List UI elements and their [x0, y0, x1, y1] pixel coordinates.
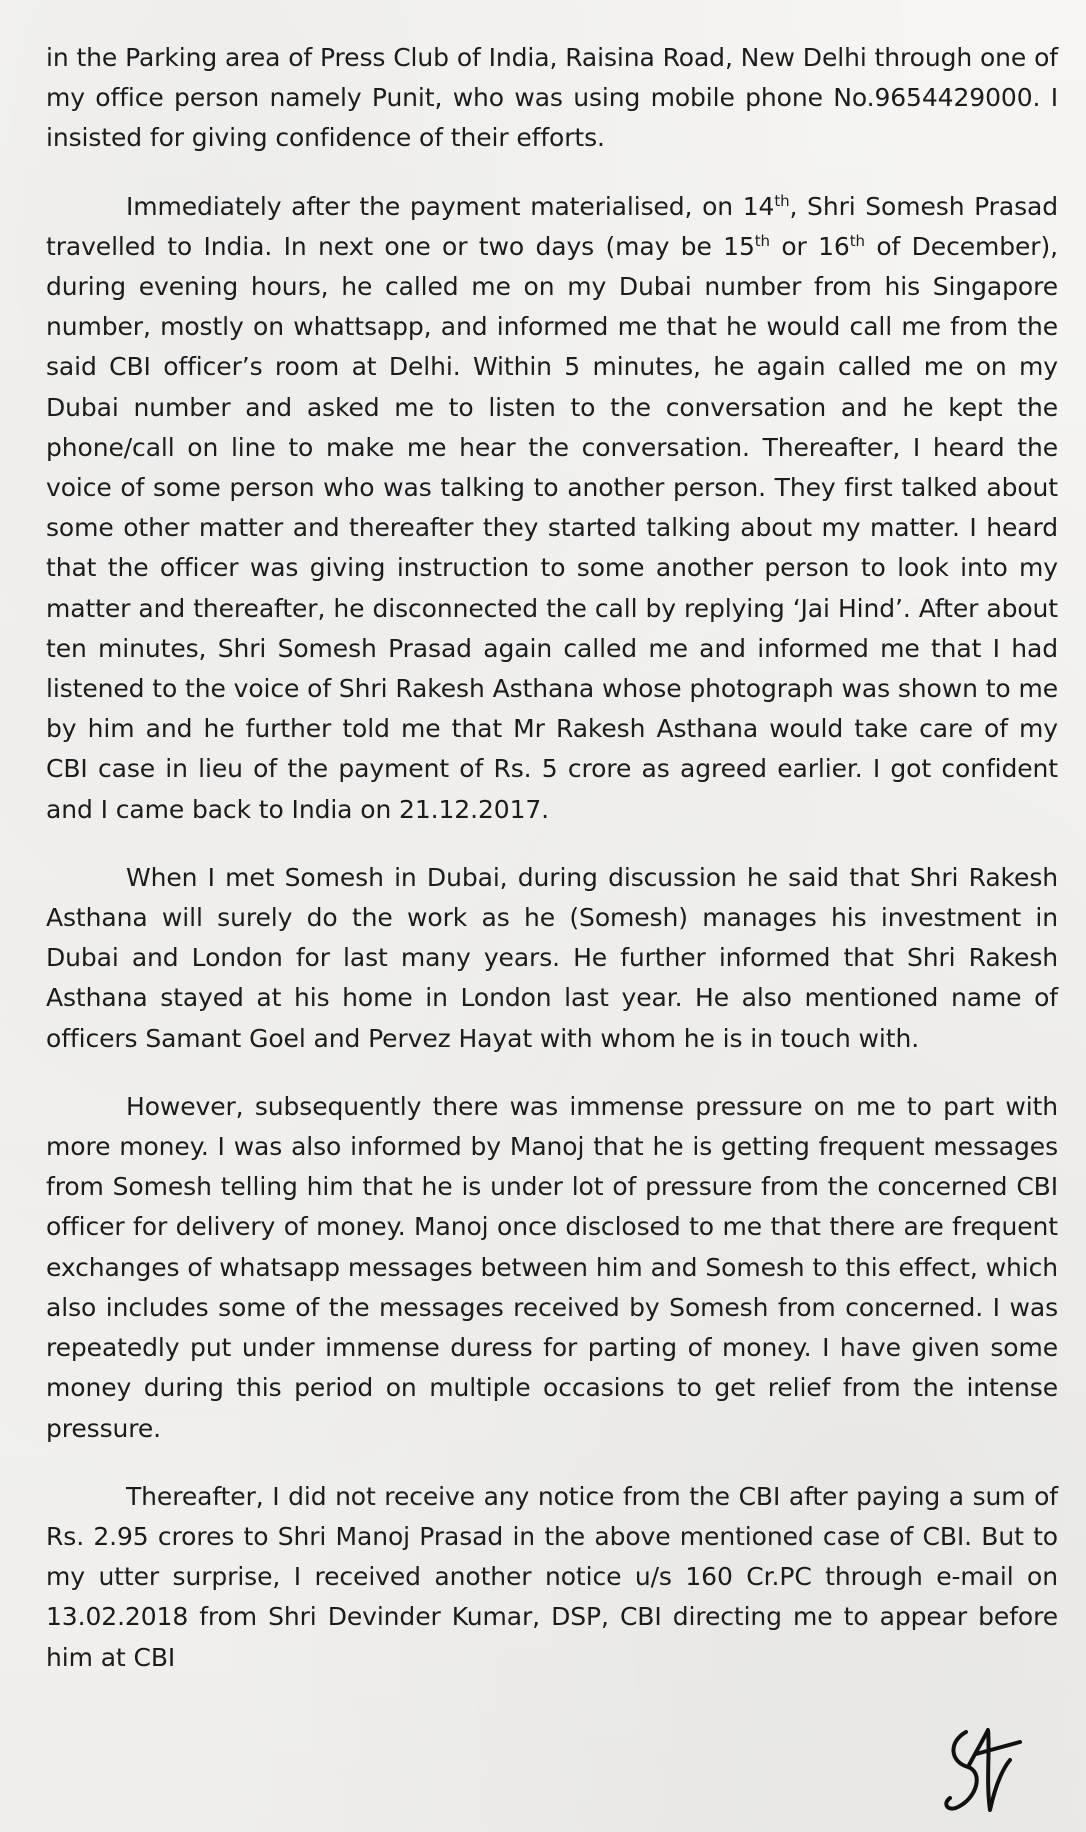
paragraph-3: When I met Somesh in Dubai, during discussion he said that Shri Rakesh Asthana will surely do the work as he (Somesh) manages his investment in Dubai and London for last many years. He further informed that Shri Rakesh Asthana stayed at his home in London last year. He also mentioned name of officers Samant Goel and Pervez Hayat with whom he is in touch with.	[46, 862, 1058, 1053]
paragraph-2-part-a: Immediately after the payment materialised, on 14	[126, 191, 775, 221]
paragraph-2	[46, 187, 1058, 830]
paragraph-4: However, subsequently there was immense pressure on me to part with more money. I was also informed by Manoj that he is getting frequent messages from Somesh telling him that he is under lot of pressure from the concerned CBI officer for delivery of money. Manoj once disclosed to me that there are frequent exchanges of whatsapp messages between him and Somesh to this effect, which also includes some of the messages received by Somesh from concerned. I was repeatedly put under immense duress for parting of money. I have given some money during this period on multiple occasions to get relief from the intense pressure.	[46, 1091, 1058, 1443]
document-body	[46, 38, 1058, 1678]
paragraph-2-part-d: of December), during evening hours, he called me on my Dubai number from his Singapore number, mostly on whattsapp, and informed me that he would call me from the said CBI officer’s room at Delhi. Within 5 minutes, he again called me on my Dubai number and asked me to listen to the conversation and he kept the phone/call on line to make me hear the conversation. Thereafter, I heard the voice of some person who was talking to another person. They first talked about some other matter and thereafter they started talking about my matter. I heard that the officer was giving instruction to some another person to look into my matter and thereafter, he disconnected the call by replying ‘Jai Hind’. After about ten minutes, Shri Somesh Prasad again called me and informed me that I had listened to the voice of Shri Rakesh Asthana whose photograph was shown to me by him and he further told me that Mr Rakesh Asthana would take care of my CBI case in lieu of the payment of Rs. 5 crore as agreed earlier. I got confident and I came back to India on 21.12.2017.	[46, 231, 1058, 824]
signature-icon	[928, 1712, 1028, 1822]
ordinal-suffix-15th: th	[754, 231, 770, 250]
ordinal-suffix-16th: th	[849, 231, 865, 250]
paragraph-2-part-b: , Shri Somesh Prasad travelled to India. In next one or two days (may be 15	[46, 191, 1058, 261]
paragraph-1: in the Parking area of Press Club of India, Raisina Road, New Delhi through one of my office person namely Punit, who was using mobile phone No.9654429000. I insisted for giving confidence of their efforts.	[46, 43, 1058, 153]
ordinal-suffix-14th: th	[774, 191, 790, 210]
paragraph-5: Thereafter, I did not receive any notice from the CBI after paying a sum of Rs. 2.95 crores to Shri Manoj Prasad in the above mentioned case of CBI. But to my utter surprise, I received another notice u/s 160 Cr.PC through e-mail on 13.02.2018 from Shri Devinder Kumar, DSP, CBI directing me to appear before him at CBI	[46, 1481, 1058, 1672]
paragraph-2-part-c: or 16	[769, 231, 850, 261]
